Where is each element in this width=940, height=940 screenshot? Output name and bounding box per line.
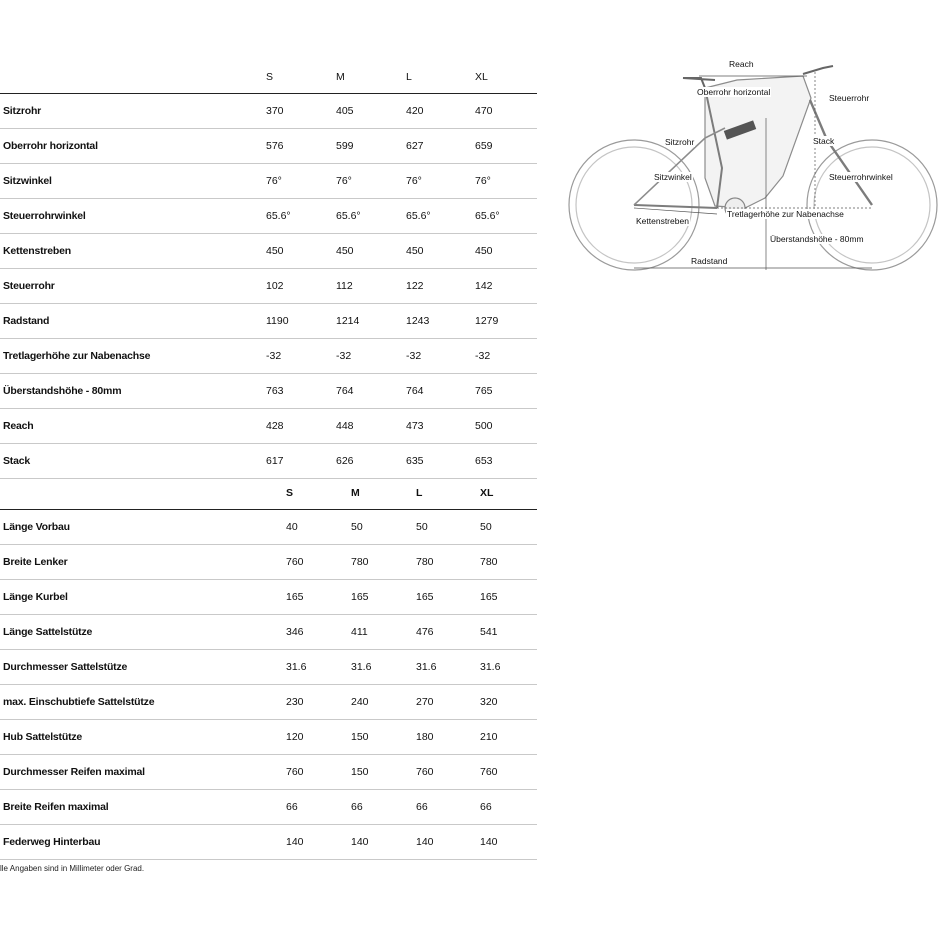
label-tretlager: Tretlagerhöhe zur Nabenachse [727,209,844,219]
table-cell: 66 [480,801,492,813]
table-row [0,755,537,790]
table-row [0,339,537,374]
table-cell: 76° [336,175,352,187]
table-cell: 1279 [475,315,499,327]
row-label: Federweg Hinterbau [3,836,101,848]
table-cell: 764 [336,385,354,397]
table-cell: 576 [266,140,284,152]
table-cell: 476 [416,626,434,638]
table-cell: 165 [286,591,304,603]
row-label: Sitzwinkel [3,175,52,187]
label-stack: Stack [813,136,835,146]
table-cell: 150 [351,731,369,743]
table-cell: 1243 [406,315,430,327]
row-label: Länge Vorbau [3,521,70,533]
table-cell: 165 [416,591,434,603]
fork [810,100,872,205]
table-row [0,269,537,304]
table-cell: 760 [286,766,304,778]
table-cell: 450 [336,245,354,257]
table-row [0,444,537,479]
size-header: L [416,486,423,499]
table-cell: 76° [266,175,282,187]
table-cell: 473 [406,420,424,432]
row-label: Steuerrohrwinkel [3,210,86,222]
table-cell: 1214 [336,315,360,327]
table-cell: 780 [480,556,498,568]
table-cell: 411 [351,626,368,638]
table-cell: 599 [336,140,354,152]
table-row [0,94,537,129]
row-label: Steuerrohr [3,280,55,292]
table-cell: 76° [475,175,491,187]
table-cell: 31.6 [480,661,501,673]
table-cell: 450 [266,245,284,257]
table-cell: 627 [406,140,424,152]
row-label: Tretlagerhöhe zur Nabenachse [3,350,151,362]
size-header: S [266,70,274,83]
stem-bar [803,66,833,74]
table-row [0,720,537,755]
table-header-row [0,60,537,94]
label-sitzwinkel: Sitzwinkel [654,172,692,182]
table-cell: 428 [266,420,284,432]
chainstay [634,205,717,208]
row-label: Breite Lenker [3,556,68,568]
table-cell: 50 [416,521,428,533]
table-cell: 346 [286,626,304,638]
table-cell: 780 [416,556,434,568]
table-cell: 140 [480,836,498,848]
table-cell: 65.6° [336,210,361,222]
row-label: Sitzrohr [3,105,42,117]
table-row [0,304,537,339]
table-cell: 50 [480,521,492,533]
table-cell: 370 [266,105,284,117]
table-cell: 320 [480,696,498,708]
size-header: M [351,486,360,499]
table-cell: -32 [475,350,491,362]
table-cell: 165 [480,591,498,603]
table-cell: 626 [336,455,354,467]
geometry-table [0,60,537,479]
table-row [0,825,537,860]
table-cell: 180 [416,731,434,743]
table-row [0,374,537,409]
table-cell: 140 [416,836,434,848]
size-header: M [336,70,345,83]
table-cell: 270 [416,696,434,708]
kettenstreben-line [634,208,717,214]
table-cell: 142 [475,280,493,292]
table-row [0,409,537,444]
table-cell: 65.6° [266,210,291,222]
label-ueberstand: Überstandshöhe - 80mm [770,234,864,244]
table-cell: -32 [336,350,352,362]
row-label: Durchmesser Reifen maximal [3,766,145,778]
row-label: Hub Sattelstütze [3,731,83,743]
table-cell: 31.6 [416,661,437,673]
table-cell: 40 [286,521,298,533]
table-cell: 635 [406,455,424,467]
table-cell: 760 [480,766,498,778]
row-label: Reach [3,420,34,432]
table-cell: 112 [336,280,353,292]
label-steuerrohrwinkel: Steuerrohrwinkel [829,172,893,182]
label-kettenstreben: Kettenstreben [636,216,689,226]
table-row [0,685,537,720]
table-cell: 66 [286,801,298,813]
table-cell: 65.6° [406,210,431,222]
table-cell: 653 [475,455,493,467]
table-cell: 448 [336,420,354,432]
row-label: Radstand [3,315,50,327]
table-cell: 780 [351,556,369,568]
table-cell: 470 [475,105,493,117]
table-cell: 760 [286,556,304,568]
table-row [0,164,537,199]
table-header-row [0,476,537,510]
row-label: Breite Reifen maximal [3,801,109,813]
table-cell: 140 [351,836,369,848]
row-label: Länge Sattelstütze [3,626,93,638]
table-cell: 31.6 [351,661,372,673]
table-cell: -32 [266,350,282,362]
table-cell: 50 [351,521,363,533]
table-cell: 450 [406,245,424,257]
table-cell: 405 [336,105,354,117]
table-cell: 760 [416,766,434,778]
table-cell: 102 [266,280,284,292]
size-header: L [406,70,412,83]
row-label: max. Einschubtiefe Sattelstütze [3,696,155,708]
row-label: Kettenstreben [3,245,71,257]
table-cell: 450 [475,245,493,257]
size-header: S [286,486,294,499]
table-cell: 66 [351,801,363,813]
table-cell: 500 [475,420,493,432]
table-row [0,234,537,269]
row-label: Durchmesser Sattelstütze [3,661,128,673]
table-row [0,580,537,615]
table-cell: 122 [406,280,424,292]
row-label: Überstandshöhe - 80mm [3,385,122,397]
table-cell: 150 [351,766,369,778]
label-reach: Reach [729,59,754,69]
size-header: XL [480,486,494,499]
table-row [0,650,537,685]
table-row [0,510,537,545]
table-cell: 120 [286,731,304,743]
table-cell: 240 [351,696,369,708]
table-cell: 210 [480,731,498,743]
table-cell: 31.6 [286,661,307,673]
label-steuerrohr: Steuerrohr [829,93,870,103]
components-table [0,476,537,860]
size-header: XL [475,70,488,83]
table-row [0,790,537,825]
table-cell: 764 [406,385,424,397]
table-cell: 66 [416,801,428,813]
table-cell: 659 [475,140,493,152]
table-cell: 541 [480,626,498,638]
table-row [0,615,537,650]
footnote: lle Angaben sind in Millimeter oder Grad. [0,864,145,873]
table-cell: -32 [406,350,422,362]
table-cell: 165 [351,591,369,603]
table-cell: 420 [406,105,424,117]
table-cell: 230 [286,696,304,708]
table-cell: 1190 [266,315,289,327]
table-cell: 76° [406,175,422,187]
table-row [0,199,537,234]
table-cell: 617 [266,455,284,467]
table-cell: 765 [475,385,493,397]
table-cell: 140 [286,836,304,848]
row-label: Oberrohr horizontal [3,140,98,152]
row-label: Länge Kurbel [3,591,68,603]
label-sitzrohr: Sitzrohr [665,137,695,147]
table-cell: 763 [266,385,284,397]
table-cell: 65.6° [475,210,500,222]
row-label: Stack [3,455,31,467]
table-row [0,545,537,580]
table-row [0,129,537,164]
label-radstand: Radstand [691,256,728,266]
bike-geometry-diagram [565,58,940,278]
label-oberrohr: Oberrohr horizontal [697,87,771,97]
